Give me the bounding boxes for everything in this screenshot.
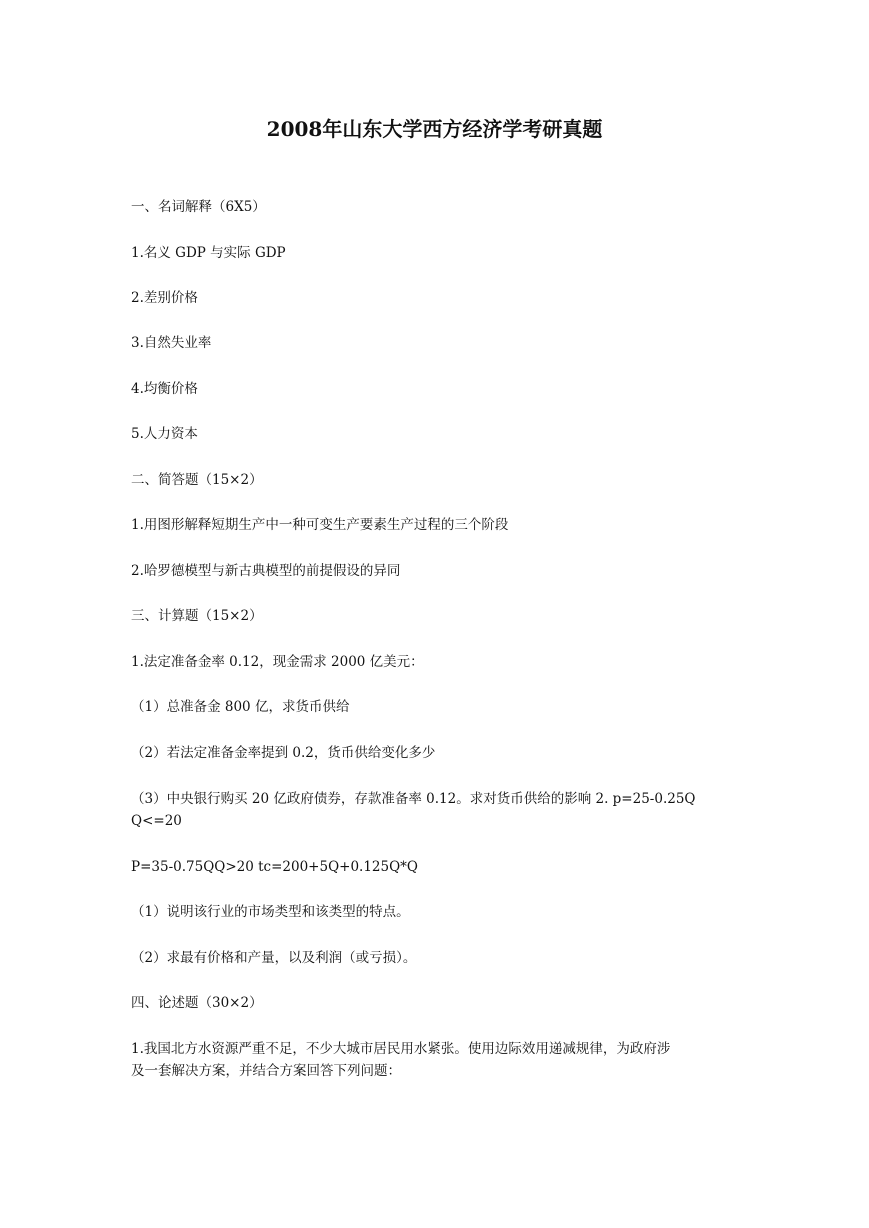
document-title: 2008年山东大学西方经济学考研真题 xyxy=(266,117,603,141)
list-item: 3.自然失业率 xyxy=(131,335,212,351)
list-item: （1）说明该行业的市场类型和该类型的特点。 xyxy=(131,904,410,920)
list-item: 2.哈罗德模型与新古典模型的前提假设的异同 xyxy=(131,563,401,579)
section-heading: 一、名词解释（6X5） xyxy=(131,199,266,215)
list-item: （1）总准备金 800 亿，求货币供给 xyxy=(131,699,350,715)
section-heading: 三、计算题（15×2） xyxy=(131,608,263,624)
list-item: 5.人力资本 xyxy=(131,426,198,442)
list-item: 4.均衡价格 xyxy=(131,381,198,397)
list-item: 1.法定准备金率 0.12，现金需求 2000 亿美元： xyxy=(131,654,424,670)
list-item: （2）若法定准备金率提到 0.2，货币供给变化多少 xyxy=(131,745,436,761)
list-item: P=35-0.75QQ>20 tc=200+5Q+0.125Q*Q xyxy=(131,859,418,875)
list-item: 2.差别价格 xyxy=(131,290,198,306)
list-item: （2）求最有价格和产量，以及利润（或亏损）。 xyxy=(131,950,417,966)
list-item: 及一套解决方案，并结合方案回答下列问题： xyxy=(131,1063,401,1079)
section-heading: 四、论述题（30×2） xyxy=(131,995,263,1011)
list-item: 1.我国北方水资源严重不足，不少大城市居民用水紧张。使用边际效用递减规律，为政府涉 xyxy=(131,1041,671,1057)
section-heading: 二、简答题（15×2） xyxy=(131,472,263,488)
list-item: Q<=20 xyxy=(131,813,182,829)
list-item: （3）中央银行购买 20 亿政府债券，存款准备率 0.12。求对货币供给的影响 2. p=25-0.25Q xyxy=(131,791,696,807)
list-item: 1.名义 GDP 与实际 GDP xyxy=(131,245,286,261)
list-item: 1.用图形解释短期生产中一种可变生产要素生产过程的三个阶段 xyxy=(131,517,509,533)
